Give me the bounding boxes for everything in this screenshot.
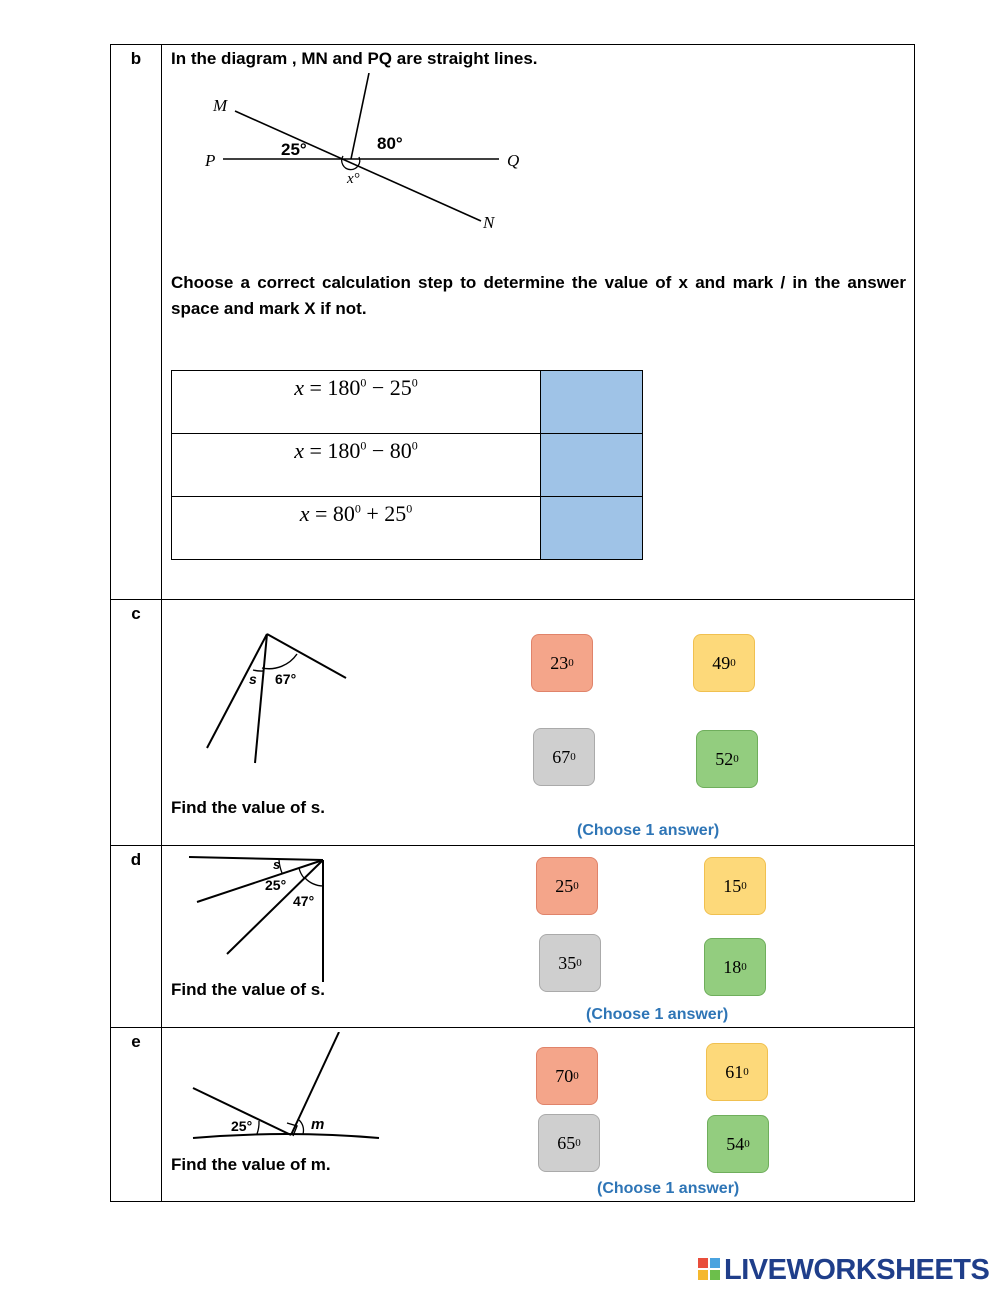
label-angle-25: 25°	[281, 140, 307, 159]
question-d-row	[111, 846, 914, 1028]
answer-option[interactable]: 25 0	[536, 857, 598, 915]
answer-option[interactable]: 54 0	[707, 1115, 769, 1173]
answer-option[interactable]: 67 0	[533, 728, 595, 786]
calc-expression: $x = 80^0 + 25^0$	[172, 497, 541, 560]
answer-option[interactable]: 65 0	[538, 1114, 600, 1172]
answer-box[interactable]	[541, 371, 643, 434]
answer-option[interactable]: 52 0	[696, 730, 758, 788]
calc-row	[172, 497, 643, 560]
answer-option[interactable]: 18 0	[704, 938, 766, 996]
question-b-label: b	[111, 45, 162, 599]
answer-option[interactable]: 23 0	[531, 634, 593, 692]
label-x: x°	[347, 171, 360, 187]
answer-option[interactable]: 70 0	[536, 1047, 598, 1105]
calc-expression: $x = 180^0 - 80^0$	[172, 434, 541, 497]
question-d-label: d	[111, 846, 162, 1027]
choose-hint: (Choose 1 answer)	[577, 822, 720, 839]
answer-box[interactable]	[541, 497, 643, 560]
diagram-c	[201, 628, 361, 768]
answer-option[interactable]: 15 0	[704, 857, 766, 915]
label-s: s	[273, 857, 281, 872]
liveworksheets-logo-icon	[698, 1258, 720, 1280]
question-b-instruction: Choose a correct calculation step to determine the value of x and mark / in the answer space and mark X if not.	[171, 273, 906, 318]
diagram-b	[191, 73, 551, 243]
ray-up	[351, 73, 369, 159]
label-n: N	[483, 213, 495, 232]
question-b-prompt: In the diagram , MN and PQ are straight lines.	[171, 49, 538, 68]
label-q: Q	[507, 151, 520, 170]
label-angle-25: 25°	[231, 1118, 253, 1134]
label-m: M	[213, 96, 228, 115]
label-p: P	[205, 151, 216, 170]
label-angle-25: 25°	[265, 877, 287, 893]
calculation-table	[171, 370, 643, 560]
question-c-label: c	[111, 600, 162, 845]
question-b-row	[111, 45, 914, 600]
label-angle-80: 80°	[377, 134, 403, 153]
question-e-label: e	[111, 1028, 162, 1202]
choose-hint: (Choose 1 answer)	[597, 1180, 740, 1197]
question-c-row	[111, 600, 914, 846]
calc-expression: $x = 180^0 - 25^0$	[172, 371, 541, 434]
label-angle-47: 47°	[293, 893, 315, 909]
diagram-d	[187, 854, 337, 984]
label-s: s	[249, 671, 257, 687]
answer-option[interactable]: 61 0	[706, 1043, 768, 1101]
calc-row	[172, 434, 643, 497]
answer-box[interactable]	[541, 434, 643, 497]
choose-hint: (Choose 1 answer)	[586, 1006, 729, 1023]
question-d-prompt: Find the value of s.	[171, 980, 325, 999]
label-m: m	[311, 1116, 325, 1133]
diagram-e	[191, 1032, 381, 1152]
answer-option[interactable]: 49 0	[693, 634, 755, 692]
calc-row	[172, 371, 643, 434]
brand-name: LIVEWORKSHEETS	[724, 1254, 990, 1286]
question-e-prompt: Find the value of m.	[171, 1155, 331, 1174]
question-e-row	[111, 1028, 914, 1202]
worksheet-table	[110, 44, 915, 1202]
question-c-prompt: Find the value of s.	[171, 798, 325, 817]
answer-option[interactable]: 35 0	[539, 934, 601, 992]
label-angle-67: 67°	[275, 671, 297, 687]
